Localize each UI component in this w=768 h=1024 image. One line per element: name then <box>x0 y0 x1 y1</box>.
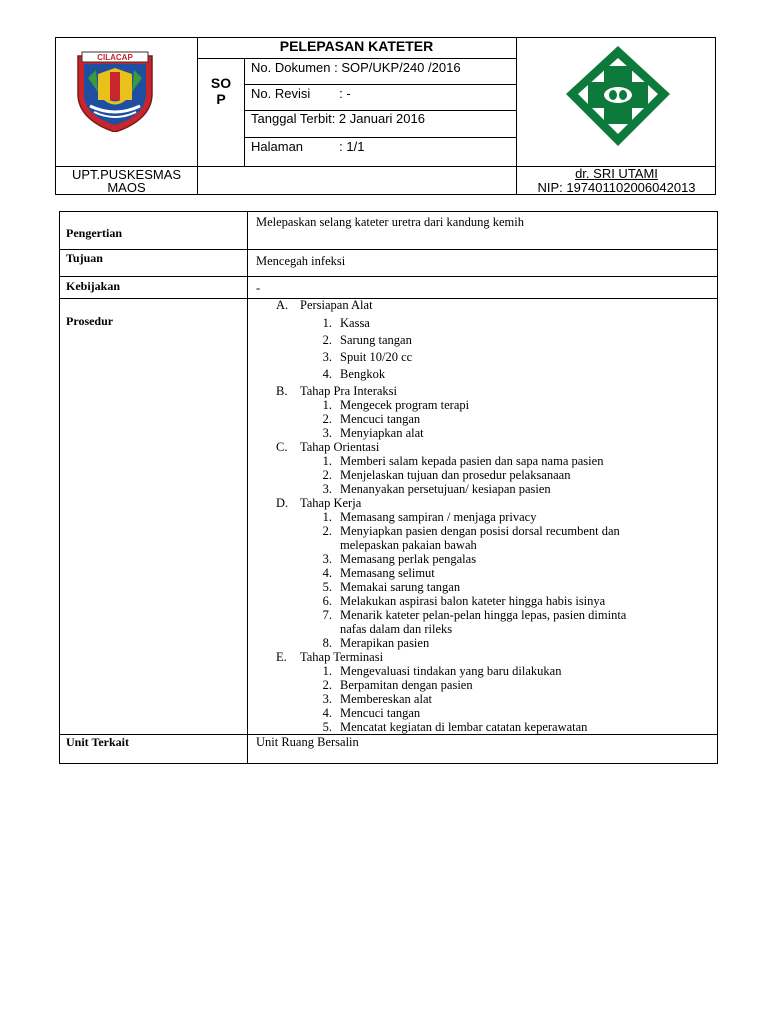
label-prosedur: Prosedur <box>66 314 114 328</box>
list-item: 6. Melakukan aspirasi balon kateter hingga habis isinya <box>322 594 606 608</box>
list-item: 5. Mencatat kegiatan di lembar catatan keperawatan <box>322 720 588 734</box>
value-tujuan: Mencegah infeksi <box>256 254 346 268</box>
unit-name <box>56 168 197 194</box>
unit-name-line: MAOS <box>107 180 146 195</box>
list-item-continuation: nafas dalam dan rileks <box>340 622 453 636</box>
table-divider <box>247 211 248 764</box>
signatory-nip: NIP: 197401102006042013 <box>537 180 696 195</box>
list-item: 2. Berpamitan dengan pasien <box>322 678 473 692</box>
list-item: 8. Merapikan pasien <box>322 636 430 650</box>
list-item-continuation: melepaskan pakaian bawah <box>340 538 477 552</box>
puskesmas-logo <box>562 42 674 152</box>
sop-label: SO P <box>210 75 232 107</box>
list-item: 7. Menarik kateter pelan-pelan hingga lepas, pasien diminta <box>322 608 627 622</box>
list-item: 1. Memasang sampiran / menjaga privacy <box>322 510 537 524</box>
signatory-name: dr. SRI UTAMI <box>575 166 658 181</box>
signatory <box>517 167 716 195</box>
list-item: 5. Memakai sarung tangan <box>322 580 461 594</box>
issue-date: Tanggal Terbit: 2 Januari 2016 <box>251 111 425 126</box>
header-divider <box>244 58 245 166</box>
header-divider <box>197 58 516 59</box>
table-divider <box>59 298 718 299</box>
list-item: 2. Menyiapkan pasien dengan posisi dorsal recumbent dan <box>322 524 620 538</box>
label-tujuan: Tujuan <box>66 251 103 265</box>
value-unit-terkait: Unit Ruang Bersalin <box>256 735 359 749</box>
header-divider <box>244 84 516 85</box>
list-item: 1. Kassa <box>322 316 370 330</box>
label-kebijakan: Kebijakan <box>66 279 121 293</box>
list-item: 2. Sarung tangan <box>322 333 412 347</box>
list-item: 3. Menanyakan persetujuan/ kesiapan pasien <box>322 482 551 496</box>
list-item: 1. Mengevaluasi tindakan yang baru dilakukan <box>322 664 562 678</box>
list-item: 1. Memberi salam kepada pasien dan sapa nama pasien <box>322 454 604 468</box>
list-item: 4. Mencuci tangan <box>322 706 421 720</box>
label-unit-terkait: Unit Terkait <box>66 735 130 749</box>
revision-number: No. Revisi : - <box>251 86 351 101</box>
header-divider <box>244 137 516 138</box>
table-divider <box>59 276 718 277</box>
section-heading: C. Tahap Orientasi <box>276 440 380 454</box>
unit-name-line: UPT.PUSKESMAS <box>71 167 182 182</box>
label-pengertian: Pengertian <box>66 226 122 240</box>
page-number: Halaman : 1/1 <box>251 139 365 154</box>
list-item: 3. Memasang perlak pengalas <box>322 552 477 566</box>
list-item: 3. Spuit 10/20 cc <box>322 350 413 364</box>
value-pengertian: Melepaskan selang kateter uretra dari kandung kemih <box>256 215 524 229</box>
section-heading: D. Tahap Kerja <box>276 496 362 510</box>
value-kebijakan: - <box>256 281 261 295</box>
list-item: 1. Mengecek program terapi <box>322 398 470 412</box>
list-item: 4. Memasang selimut <box>322 566 435 580</box>
cilacap-crest-logo <box>74 48 156 132</box>
list-item: 2. Mencuci tangan <box>322 412 421 426</box>
list-item: 3. Menyiapkan alat <box>322 426 424 440</box>
crest-lettering: CILACAP <box>97 53 133 62</box>
table-divider <box>59 249 718 250</box>
header-divider <box>197 37 198 195</box>
section-heading: B. Tahap Pra Interaksi <box>276 384 398 398</box>
list-item: 3. Membereskan alat <box>322 692 432 706</box>
list-item: 2. Menjelaskan tujuan dan prosedur pelaksanaan <box>322 468 571 482</box>
document-title: PELEPASAN KATETER <box>279 38 434 54</box>
list-item: 4. Bengkok <box>322 367 386 381</box>
doc-number: No. Dokumen : SOP/UKP/240 /2016 <box>251 60 461 75</box>
section-heading: E. Tahap Terminasi <box>276 650 384 664</box>
section-heading: A. Persiapan Alat <box>276 298 373 312</box>
